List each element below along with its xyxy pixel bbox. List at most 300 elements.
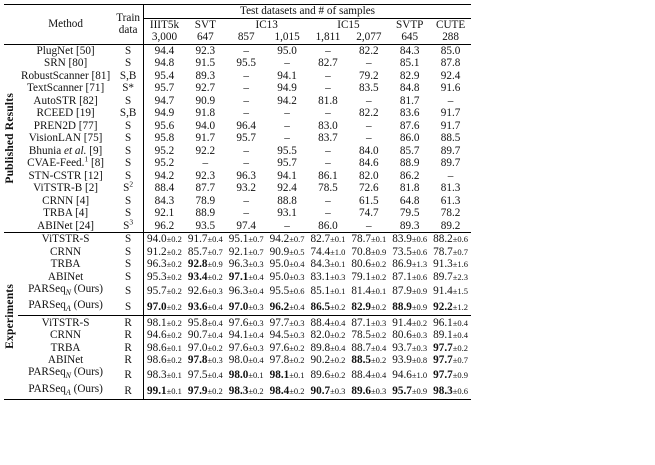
exp-syn-row-4-value-6: 87.9±0.9 [392, 285, 428, 298]
pub-row-7-value-3: – [284, 132, 290, 145]
pub-row-6-value-2: 96.4 [236, 119, 256, 132]
exp-syn-row-2-value-6: 86.9±1.3 [392, 258, 428, 271]
pub-row-3-value-6: 84.8 [399, 82, 420, 95]
exp-syn-row-4-value-4: 85.1±0.1 [310, 285, 346, 298]
pub-row-10-value-2: 96.3 [236, 169, 256, 182]
pub-row-5-value-4: – [325, 107, 331, 120]
pub-row-9-method: CVAE-Feed.$^1$ [8] [27, 154, 105, 170]
pub-row-11-value-3: 92.4 [277, 182, 297, 195]
exp-syn-row-3-value-0: 95.3±0.2 [144, 271, 185, 284]
exp-syn-row-5-value-1: 93.6±0.4 [187, 301, 223, 314]
pub-row-11-value-2: 93.2 [236, 182, 256, 195]
exp-syn-row-5-train: S [124, 301, 132, 314]
pub-row-4-value-7: – [447, 94, 454, 107]
exp-real-row-3-value-4: 90.2±0.2 [310, 354, 346, 367]
dataset-ic15: IC15 [337, 18, 360, 31]
pub-row-1-method: SRN [80] [43, 57, 88, 70]
exp-syn-row-2-value-3: 95.0±0.4 [269, 258, 305, 271]
exp-real-row-3-value-5: 88.5±0.2 [351, 354, 387, 367]
exp-syn-row-3-value-3: 95.0±0.3 [269, 270, 305, 283]
pub-row-2-value-6: 82.9 [399, 69, 420, 82]
exp-syn-row-0-value-5: 78.7±0.1 [351, 233, 387, 246]
section-experiments-text: Experiments [4, 283, 16, 349]
pub-row-12 [4, 195, 471, 208]
exp-real-row-3-value-6: 93.9±0.8 [392, 354, 428, 367]
pub-row-12-method: CRNN [4] [42, 194, 90, 207]
pub-row-9-value-1: – [202, 157, 209, 170]
exp-real-row-4-value-0: 98.3±0.1 [144, 366, 185, 382]
exp-real-row-0-value-2: 97.6±0.3 [228, 316, 264, 329]
exp-syn-row-2-value-0: 96.3±0.2 [144, 258, 185, 271]
pub-row-6-value-6: 87.6 [399, 119, 420, 132]
exp-real-row-3 [4, 354, 471, 367]
exp-syn-row-3 [4, 271, 471, 284]
train-data-header-line1: Train [116, 12, 141, 25]
pub-row-4-value-2: – [243, 94, 250, 107]
pub-row-8-value-2: – [243, 144, 250, 157]
dataset-iiit5k: IIIT5k [144, 18, 185, 31]
pub-row-0-value-2: – [243, 44, 250, 57]
exp-real-row-0-train: R [124, 316, 132, 329]
exp-syn-row-1-value-0: 91.2±0.2 [144, 246, 185, 259]
pub-row-1-value-7: 87.8 [440, 57, 461, 70]
pub-row-4-method: AutoSTR [82] [33, 94, 98, 107]
pub-row-4-value-6: 81.7 [399, 94, 420, 107]
exp-real-row-4-method: PARSeq$_N$ (Ours) [28, 366, 104, 381]
pub-row-12-value-4: – [325, 194, 331, 207]
pub-row-7-value-4: 83.7 [318, 132, 338, 145]
pub-row-12-value-7: 61.3 [440, 194, 461, 207]
pub-row-2-value-2: – [243, 69, 250, 82]
pub-row-2 [4, 70, 471, 83]
exp-syn-row-3-value-1: 93.4±0.2 [187, 270, 223, 283]
exp-syn-row-4-value-0: 95.7±0.2 [144, 283, 185, 299]
exp-syn-row-3-value-7: 89.7±2.3 [433, 270, 469, 283]
pub-row-11-value-4: 78.5 [318, 182, 338, 195]
exp-syn-row-1-value-3: 90.9±0.5 [269, 245, 305, 258]
pub-row-11-value-0: 88.4 [144, 182, 185, 195]
pub-row-4-train: S [124, 94, 132, 107]
exp-real-row-5-method: PARSeq$_A$ (Ours) [28, 382, 103, 397]
exp-real-row-1-value-6: 80.6±0.3 [392, 329, 428, 342]
pub-row-14 [4, 220, 471, 233]
pub-row-4 [4, 95, 471, 108]
pub-row-12-value-3: 88.8 [277, 194, 297, 207]
exp-real-row-2-value-1: 97.0±0.2 [187, 341, 223, 354]
pub-row-10-value-3: 94.1 [277, 169, 297, 182]
exp-syn-row-0-value-1: 91.7±0.4 [187, 233, 223, 246]
pub-row-14-value-1: 93.5 [195, 219, 216, 232]
pub-row-2-value-3: 94.1 [277, 69, 297, 82]
pub-row-0-method: PlugNet [50] [36, 44, 95, 57]
pub-row-0-value-5: 82.2 [359, 44, 379, 57]
exp-syn-row-4-train: S [124, 285, 132, 298]
pub-row-6-value-3: – [284, 119, 290, 132]
exp-real-row-1 [4, 329, 471, 342]
pub-row-13-value-2: – [243, 207, 250, 220]
exp-syn-row-0-value-2: 95.1±0.7 [228, 233, 264, 246]
pub-row-9-train: S [124, 157, 132, 170]
pub-row-8-value-3: 95.5 [277, 144, 297, 157]
train-data-header-line2: data [118, 24, 138, 37]
pub-row-1 [4, 57, 471, 70]
pub-row-11-train: $S^2$ [123, 179, 134, 195]
dataset-ic13: IC13 [255, 18, 278, 31]
pub-row-7-train: S [124, 132, 132, 145]
pub-row-7-value-6: 86.0 [399, 132, 420, 145]
exp-real-row-1-value-7: 89.1±0.4 [433, 329, 469, 342]
exp-syn-row-4-value-1: 92.6±0.3 [187, 285, 223, 298]
pub-row-3-train: S* [122, 82, 135, 95]
exp-real-row-5-value-5: 89.6±0.3 [351, 384, 387, 397]
pub-row-12-value-5: 61.5 [359, 194, 379, 207]
exp-syn-row-4-method: PARSeq$_N$ (Ours) [28, 283, 104, 298]
exp-real-row-4-value-1: 97.5±0.4 [187, 368, 223, 381]
pub-row-5-value-7: 91.7 [440, 107, 461, 120]
samples-ic15-2077: 2,077 [356, 31, 382, 44]
exp-syn-row-5-value-6: 88.9±0.9 [392, 301, 428, 314]
pub-row-11-value-7: 81.3 [440, 182, 461, 195]
pub-row-13-method: TRBA [4] [43, 207, 89, 220]
exp-real-row-2-value-0: 98.6±0.1 [144, 341, 185, 354]
pub-row-1-value-5: – [366, 57, 372, 70]
exp-real-row-0-method: ViTSTR-S [41, 316, 90, 329]
exp-syn-row-2 [4, 258, 471, 271]
pub-row-10-value-1: 92.3 [195, 169, 216, 182]
pub-row-3-value-5: 83.5 [359, 82, 379, 95]
pub-row-0-train: S [124, 44, 132, 57]
exp-real-row-1-value-3: 94.5±0.3 [269, 329, 305, 342]
exp-syn-row-0-value-0: 94.0±0.2 [144, 233, 185, 246]
exp-syn-row-1 [4, 246, 471, 259]
pub-row-3-value-1: 92.7 [195, 82, 216, 95]
exp-syn-row-1-value-5: 70.8±0.9 [351, 245, 387, 258]
pub-row-7-value-7: 88.5 [440, 132, 461, 145]
exp-syn-row-2-value-4: 84.3±0.1 [310, 258, 346, 271]
pub-row-4-value-3: 94.2 [277, 94, 297, 107]
pub-row-6-value-4: 83.0 [318, 119, 338, 132]
exp-real-row-3-train: R [124, 354, 132, 367]
pub-row-8-train: S [124, 144, 132, 157]
pub-row-1-value-6: 85.1 [399, 57, 420, 70]
exp-real-row-3-value-3: 97.8±0.2 [269, 354, 305, 367]
pub-row-10-value-7: – [447, 169, 454, 182]
pub-row-4-value-4: 81.8 [318, 94, 338, 107]
pub-row-8 [4, 145, 471, 158]
pub-row-14-value-7: 89.2 [440, 219, 461, 232]
exp-real-row-4-value-2: 98.0±0.1 [228, 368, 264, 381]
results-table [4, 4, 471, 400]
pub-row-2-train: S,B [119, 69, 137, 82]
pub-row-6-value-1: 94.0 [195, 119, 216, 132]
pub-row-11-value-1: 87.7 [195, 182, 216, 195]
pub-row-9-value-7: 89.7 [440, 157, 461, 170]
exp-real-row-0-value-7: 96.1±0.4 [433, 316, 469, 329]
pub-row-0-value-4: – [325, 44, 331, 57]
exp-real-row-4 [4, 366, 471, 382]
pub-row-10-method: STN-CSTR [12] [28, 169, 103, 182]
exp-real-row-3-method: ABINet [47, 354, 84, 367]
exp-syn-row-5-method: PARSeq$_A$ (Ours) [28, 299, 103, 314]
exp-real-row-3-value-7: 97.7±0.7 [433, 354, 469, 367]
pub-row-5 [4, 107, 471, 120]
pub-row-12-train: S [124, 194, 132, 207]
exp-syn-row-3-value-2: 97.1±0.4 [228, 270, 264, 283]
exp-real-row-3-value-0: 98.6±0.2 [144, 354, 185, 367]
exp-syn-row-5-value-7: 92.2±1.2 [433, 301, 469, 314]
pub-row-3-value-7: 91.6 [440, 82, 461, 95]
pub-row-8-value-1: 92.2 [195, 144, 216, 157]
exp-real-row-3-value-1: 97.8±0.3 [187, 354, 223, 367]
test-datasets-header: Test datasets and # of samples [144, 5, 472, 19]
pub-row-8-method: Bhunia et al. [9] [28, 144, 103, 157]
pub-row-11-method: ViTSTR-B [2] [33, 182, 99, 195]
samples-ic15-1811: 1,811 [315, 31, 341, 44]
pub-row-3-value-2: – [243, 82, 250, 95]
samples-ic13-857: 857 [237, 31, 255, 44]
pub-row-13-value-5: 74.7 [359, 207, 379, 220]
pub-row-9-value-6: 88.9 [399, 157, 420, 170]
pub-row-2-value-0: 95.4 [144, 70, 185, 83]
exp-real-row-1-value-2: 94.1±0.4 [228, 329, 264, 342]
exp-syn-row-5-value-0: 97.0±0.2 [144, 299, 185, 316]
exp-syn-row-2-train: S [124, 258, 132, 271]
pub-row-2-value-7: 92.4 [440, 69, 461, 82]
dataset-svtp: SVTP [396, 18, 424, 31]
exp-syn-row-3-method: ABINet [47, 270, 84, 283]
pub-row-1-train: S [124, 57, 132, 70]
pub-row-14-method: ABINet [24] [37, 219, 95, 232]
corner-cell [4, 5, 18, 45]
exp-syn-row-2-value-5: 80.6±0.2 [351, 258, 387, 271]
exp-real-row-5-train: R [124, 384, 132, 397]
exp-syn-row-1-value-7: 78.7±0.7 [433, 245, 469, 258]
exp-syn-row-1-value-6: 73.5±0.6 [392, 245, 428, 258]
pub-row-12-value-6: 64.8 [399, 194, 420, 207]
method-header: Method [48, 18, 83, 31]
results-body [4, 44, 471, 399]
pub-row-13 [4, 207, 471, 220]
section-published-text: Published Results [4, 92, 16, 184]
exp-syn-row-0-train: S [124, 233, 132, 246]
pub-row-6-method: PREN2D [77] [33, 119, 98, 132]
pub-row-6-train: S [124, 119, 132, 132]
pub-row-1-value-4: 82.7 [318, 57, 338, 70]
exp-syn-row-0-value-3: 94.2±0.7 [269, 233, 305, 246]
pub-row-6-value-0: 95.6 [144, 120, 185, 133]
pub-row-6-value-5: – [366, 119, 372, 132]
exp-real-row-2-value-3: 97.6±0.2 [269, 341, 305, 354]
exp-real-row-4-value-5: 88.4±0.4 [351, 368, 387, 381]
exp-syn-row-0-value-4: 82.7±0.1 [310, 233, 346, 246]
pub-row-9-value-4: – [325, 157, 331, 170]
pub-row-11 [4, 182, 471, 195]
pub-row-5-value-6: 83.6 [399, 107, 420, 120]
pub-row-10 [4, 170, 471, 183]
pub-row-1-value-2: 95.5 [236, 57, 256, 70]
exp-real-row-5-value-3: 98.4±0.2 [269, 384, 305, 397]
exp-real-row-5-value-2: 98.3±0.2 [228, 384, 264, 397]
pub-row-5-train: S,B [119, 107, 137, 120]
pub-row-4-value-0: 94.7 [144, 95, 185, 108]
samples-svt: 647 [196, 31, 214, 44]
dataset-svt: SVT [194, 18, 216, 31]
header-row-1 [4, 5, 471, 19]
pub-row-0-value-1: 92.3 [195, 44, 216, 57]
exp-syn-row-4-value-2: 96.3±0.4 [228, 285, 264, 298]
pub-row-10-value-5: 82.0 [359, 169, 379, 182]
exp-real-row-0-value-0: 98.1±0.2 [144, 316, 185, 329]
pub-row-6-value-7: 91.7 [440, 119, 461, 132]
exp-syn-row-3-value-6: 87.1±0.6 [392, 270, 428, 283]
train-data-header [113, 5, 143, 45]
pub-row-0-value-0: 94.4 [144, 44, 185, 57]
pub-row-0-value-6: 84.3 [399, 44, 420, 57]
pub-row-14-value-3: – [284, 219, 290, 232]
exp-syn-row-5-value-5: 82.9±0.2 [351, 301, 387, 314]
pub-row-12-value-1: 78.9 [195, 194, 216, 207]
pub-row-10-value-4: 86.1 [318, 169, 338, 182]
pub-row-6 [4, 120, 471, 133]
exp-real-row-5-value-6: 95.7±0.9 [392, 384, 428, 397]
exp-real-row-1-value-5: 78.5±0.2 [351, 329, 387, 342]
exp-syn-row-2-value-1: 92.8±0.9 [187, 258, 223, 271]
pub-row-9-value-2: – [243, 157, 250, 170]
exp-real-row-5-value-1: 97.9±0.2 [187, 384, 223, 397]
pub-row-13-train: S [124, 207, 132, 220]
pub-row-5-value-3: – [284, 107, 290, 120]
pub-row-13-value-3: 93.1 [277, 207, 297, 220]
pub-row-5-value-2: – [243, 107, 250, 120]
pub-row-4-value-1: 90.9 [195, 94, 216, 107]
exp-real-row-2-value-5: 88.7±0.4 [351, 341, 387, 354]
pub-row-9-value-3: 95.7 [277, 157, 297, 170]
exp-syn-row-1-method: CRNN [50, 245, 82, 258]
pub-row-3 [4, 82, 471, 95]
samples-iiit5k: 3,000 [144, 31, 185, 44]
pub-row-14-value-0: 96.2 [144, 220, 185, 233]
pub-row-7-value-1: 91.7 [195, 132, 216, 145]
exp-syn-row-3-value-4: 83.1±0.3 [310, 270, 346, 283]
pub-row-7-method: VisionLAN [75] [28, 132, 103, 145]
pub-row-3-value-3: 94.9 [277, 82, 297, 95]
section-experiments [4, 233, 18, 400]
pub-row-8-value-0: 95.2 [144, 145, 185, 158]
exp-real-row-2-value-7: 97.7±0.2 [433, 341, 469, 354]
exp-syn-row-0-value-7: 88.2±0.6 [433, 233, 469, 246]
exp-real-row-0 [4, 316, 471, 329]
pub-row-11-value-5: 72.6 [359, 182, 379, 195]
exp-syn-row-0-value-6: 83.9±0.6 [392, 233, 428, 246]
pub-row-14-value-4: 86.0 [318, 219, 338, 232]
samples-cute: 288 [442, 31, 459, 44]
exp-real-row-1-value-4: 82.0±0.2 [310, 329, 346, 342]
pub-row-7 [4, 132, 471, 145]
pub-row-5-value-1: 91.8 [195, 107, 216, 120]
exp-real-row-2-method: TRBA [50, 341, 81, 354]
exp-syn-row-1-value-4: 74.4±1.0 [310, 245, 346, 258]
pub-row-13-value-0: 92.1 [144, 207, 185, 220]
pub-row-8-value-6: 85.7 [399, 144, 420, 157]
pub-row-1-value-1: 91.5 [195, 57, 216, 70]
pub-row-14-value-6: 89.3 [399, 219, 420, 232]
exp-real-row-0-value-3: 97.7±0.3 [269, 316, 305, 329]
pub-row-13-value-7: 78.2 [440, 207, 461, 220]
pub-row-13-value-6: 79.5 [399, 207, 420, 220]
exp-syn-row-4 [4, 283, 471, 299]
pub-row-4-value-5: – [366, 94, 372, 107]
exp-syn-row-3-value-5: 79.1±0.2 [351, 270, 387, 283]
exp-syn-row-3-train: S [124, 270, 132, 283]
pub-row-5-value-0: 94.9 [144, 107, 185, 120]
exp-syn-row-0-method: ViTSTR-S [41, 233, 90, 246]
exp-syn-row-2-value-2: 96.3±0.3 [228, 258, 264, 271]
exp-real-row-1-value-1: 90.7±0.4 [187, 329, 223, 342]
exp-syn-row-2-value-7: 91.3±1.6 [433, 258, 469, 271]
pub-row-10-value-6: 86.2 [399, 169, 420, 182]
exp-real-row-2-value-4: 89.8±0.4 [310, 341, 346, 354]
exp-real-row-2-value-2: 97.6±0.3 [228, 341, 264, 354]
pub-row-2-value-4: – [325, 69, 331, 82]
exp-real-row-1-train: R [124, 329, 132, 342]
exp-real-row-2-train: R [124, 341, 132, 354]
pub-row-9-value-5: 84.6 [359, 157, 379, 170]
pub-row-8-value-4: – [325, 144, 331, 157]
pub-row-2-value-1: 89.3 [195, 69, 216, 82]
exp-real-row-1-method: CRNN [50, 329, 82, 342]
exp-syn-row-5 [4, 299, 471, 316]
pub-row-0-value-7: 85.0 [440, 44, 461, 57]
pub-row-12-value-0: 84.3 [144, 195, 185, 208]
exp-syn-row-4-value-7: 91.4±1.5 [433, 285, 469, 298]
pub-row-12-value-2: – [243, 194, 250, 207]
exp-real-row-4-value-7: 97.7±0.9 [433, 368, 469, 381]
exp-real-row-4-value-6: 94.6±1.0 [392, 368, 428, 381]
samples-ic13-1015: 1,015 [274, 31, 300, 44]
samples-svtp: 645 [401, 31, 419, 44]
pub-row-10-value-0: 94.2 [144, 170, 185, 183]
pub-row-8-value-7: 89.7 [440, 144, 461, 157]
pub-row-1-value-0: 94.8 [144, 57, 185, 70]
exp-syn-row-1-value-2: 92.1±0.7 [228, 245, 264, 258]
exp-syn-row-2-method: TRBA [50, 258, 81, 271]
pub-row-1-value-3: – [284, 57, 290, 70]
pub-row-7-value-0: 95.8 [144, 132, 185, 145]
pub-row-8-value-5: 84.0 [359, 144, 379, 157]
exp-real-row-4-train: R [124, 368, 132, 381]
exp-syn-row-0 [4, 233, 471, 246]
exp-real-row-4-value-4: 89.6±0.2 [310, 368, 346, 381]
exp-syn-row-5-value-4: 86.5±0.2 [310, 301, 346, 314]
exp-syn-row-5-value-3: 96.2±0.4 [269, 301, 305, 314]
pub-row-9 [4, 157, 471, 170]
exp-real-row-5-value-0: 99.1±0.1 [144, 383, 185, 400]
section-published [4, 44, 18, 233]
pub-row-5-value-5: 82.2 [359, 107, 379, 120]
exp-real-row-3-value-2: 98.0±0.4 [228, 354, 264, 367]
exp-real-row-5-value-4: 90.7±0.3 [310, 384, 346, 397]
exp-syn-row-4-value-3: 95.5±0.6 [269, 285, 305, 298]
exp-real-row-0-value-6: 91.4±0.2 [392, 316, 428, 329]
pub-row-14-value-5: – [366, 219, 372, 232]
exp-real-row-5 [4, 383, 471, 400]
exp-real-row-2 [4, 341, 471, 354]
exp-real-row-4-value-3: 98.1±0.1 [269, 368, 305, 381]
pub-row-3-method: TextScanner [71] [27, 82, 105, 95]
pub-row-5-method: RCEED [19] [36, 107, 95, 120]
pub-row-9-value-0: 95.2 [144, 157, 185, 170]
dataset-cute: CUTE [435, 18, 466, 31]
